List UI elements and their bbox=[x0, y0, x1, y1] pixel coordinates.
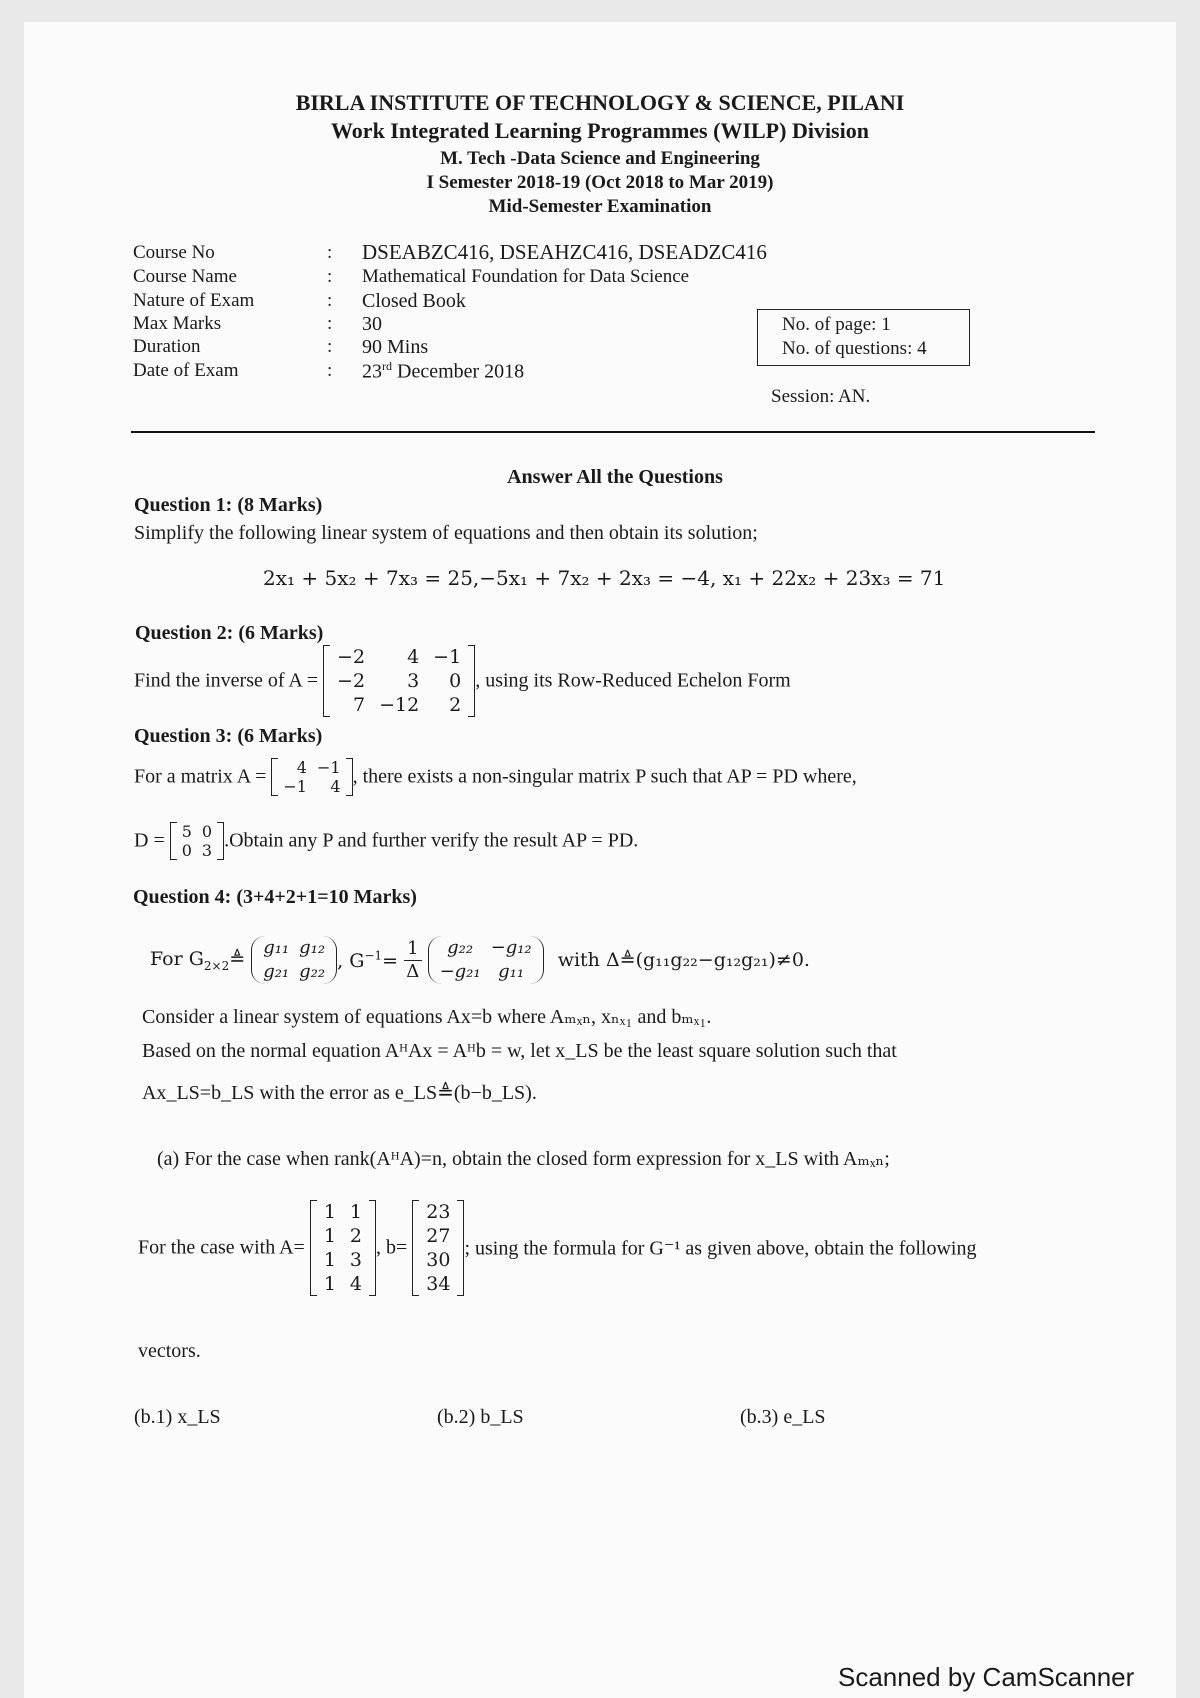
question-4-b3: (b.3) e_LS bbox=[740, 1406, 826, 1428]
course-no-label: Course No bbox=[133, 242, 215, 263]
case-matrix-a-row bbox=[317, 1248, 369, 1272]
g-inverse-fraction: $\frac{1}{\Delta}$ bbox=[404, 938, 421, 983]
q3-matrix-d-cell: 3 bbox=[201, 841, 213, 860]
case-matrix-a-row bbox=[317, 1224, 369, 1248]
q2-matrix-cell: 3 bbox=[407, 670, 420, 692]
case-suffix: ; using the formula for G⁻¹ as given above, obtain the following bbox=[464, 1237, 977, 1260]
q2-prefix: Find the inverse of A = bbox=[134, 669, 319, 692]
case-matrix-a-cell: 4 bbox=[349, 1273, 362, 1295]
question-1-equation: 2x₁ + 5x₂ + 7x₃ = 25,−5x₁ + 7x₂ + 2x₃ = −4, x₁ + 22x₂ + 23x₃ = 71 bbox=[263, 566, 946, 590]
course-no-value: DSEABZC416, DSEAHZC416, DSEADZC416 bbox=[362, 240, 767, 264]
date-rest: December 2018 bbox=[392, 360, 525, 383]
colon: : bbox=[327, 242, 333, 263]
q3-matrix-a-row bbox=[278, 758, 345, 777]
case-prefix: For the case with A= bbox=[138, 1236, 305, 1259]
colon: : bbox=[327, 313, 333, 334]
q2-matrix-row bbox=[330, 669, 468, 693]
q2-matrix-cell: 4 bbox=[407, 646, 420, 668]
institute-name: BIRLA INSTITUTE OF TECHNOLOGY & SCIENCE, PILANI bbox=[295, 90, 905, 115]
nature-value: Closed Book bbox=[362, 290, 466, 312]
case-matrix-a-cell: 1 bbox=[323, 1249, 336, 1271]
question-4-part-a: (a) For the case when rank(AᴴA)=n, obtain the closed form expression for x_LS with Aₘₓₙ; bbox=[157, 1148, 890, 1170]
duration-label: Duration bbox=[133, 336, 201, 357]
question-4-vectors: vectors. bbox=[138, 1340, 201, 1362]
max-marks-value: 30 bbox=[362, 313, 382, 335]
case-matrix-a-cell: 1 bbox=[323, 1201, 336, 1223]
case-vector-b-row bbox=[419, 1248, 457, 1272]
case-vector-b-row bbox=[419, 1200, 457, 1224]
g-inverse-matrix-row bbox=[435, 936, 537, 960]
date-suffix: rd bbox=[382, 359, 392, 373]
q3-matrix-a bbox=[271, 758, 352, 796]
question-4-line4: Ax_LS=b_LS with the error as e_LS≜(b−b_LS). bbox=[142, 1082, 537, 1104]
g-matrix bbox=[251, 936, 337, 984]
pages-box bbox=[757, 309, 970, 366]
course-name-value: Mathematical Foundation for Data Science bbox=[362, 266, 690, 287]
case-matrix-a bbox=[310, 1200, 376, 1296]
q2-matrix-row bbox=[330, 645, 468, 669]
program-name: M. Tech -Data Science and Engineering bbox=[440, 148, 760, 169]
colon: : bbox=[327, 336, 333, 357]
course-name-label: Course Name bbox=[133, 266, 237, 287]
g-matrix-cell: g₁₂ bbox=[299, 937, 326, 958]
case-vector-b bbox=[412, 1200, 464, 1296]
g-matrix-row bbox=[258, 960, 330, 984]
q2-matrix-cell: −12 bbox=[379, 694, 420, 716]
date-day: 23 bbox=[362, 360, 382, 383]
g-inverse-matrix bbox=[428, 936, 544, 984]
division-name: Work Integrated Learning Programmes (WILP) Division bbox=[331, 118, 869, 143]
case-matrix-a-row bbox=[317, 1200, 369, 1224]
g-inverse-matrix-row bbox=[435, 960, 537, 984]
case-vector-b-row bbox=[419, 1224, 457, 1248]
g-inverse-label: , $G^{-1}=$ bbox=[337, 948, 399, 972]
q3-matrix-a-cell: −1 bbox=[283, 777, 307, 796]
q3-matrix-d-row bbox=[177, 841, 217, 860]
q2-suffix: , using its Row-Reduced Echelon Form bbox=[475, 669, 791, 692]
delta-definition: with Δ≜(g₁₁g₂₂−g₁₂g₂₁)≠0. bbox=[557, 949, 810, 971]
g-inverse-matrix-cell: g₂₂ bbox=[447, 937, 474, 958]
q3-suffix: , there exists a non-singular matrix P such that AP = PD where, bbox=[352, 765, 857, 788]
case-vector-b-cell: 23 bbox=[426, 1201, 451, 1223]
q3-matrix-a-cell: 4 bbox=[330, 777, 341, 796]
case-vector-b-row bbox=[419, 1272, 457, 1296]
g-matrix-cell: g₂₁ bbox=[263, 961, 290, 982]
q3-d-suffix: .Obtain any P and further verify the result AP = PD. bbox=[224, 829, 639, 852]
question-4-line2: Consider a linear system of equations Ax=b where Aₘₓₙ, xₙₓ₁ and bₘₓ₁. bbox=[142, 1006, 712, 1028]
question-2-title: Question 2: (6 Marks) bbox=[135, 622, 324, 644]
session-info: Session: AN. bbox=[771, 386, 871, 407]
colon: : bbox=[327, 266, 333, 287]
question-3-title: Question 3: (6 Marks) bbox=[134, 725, 323, 747]
colon: : bbox=[327, 290, 333, 311]
case-matrix-a-cell: 2 bbox=[349, 1225, 362, 1247]
q3-matrix-d-row bbox=[177, 822, 217, 841]
nature-label: Nature of Exam bbox=[133, 290, 255, 311]
exam-type: Mid-Semester Examination bbox=[488, 196, 712, 217]
scanner-watermark: Scanned by CamScanner bbox=[838, 1662, 1135, 1692]
g-label: For $G_{2\times 2}≜$ bbox=[150, 947, 246, 973]
case-b-label: , b= bbox=[376, 1236, 408, 1259]
max-marks-label: Max Marks bbox=[133, 313, 222, 334]
q2-matrix-cell: −2 bbox=[337, 646, 366, 668]
g-matrix-row bbox=[258, 936, 330, 960]
pages-count: No. of page: 1 bbox=[782, 314, 891, 335]
question-4-title: Question 4: (3+4+2+1=10 Marks) bbox=[133, 886, 417, 908]
g-inverse-matrix-cell: −g₁₂ bbox=[490, 937, 532, 958]
q2-matrix-cell: −2 bbox=[337, 670, 366, 692]
duration-value: 90 Mins bbox=[362, 336, 429, 358]
q3-matrix-d bbox=[170, 822, 224, 860]
case-vector-b-cell: 27 bbox=[426, 1225, 451, 1247]
q3-matrix-a-cell: 4 bbox=[296, 758, 307, 777]
date-label: Date of Exam bbox=[133, 360, 239, 381]
question-4-case bbox=[138, 1200, 976, 1296]
question-3-line1 bbox=[134, 758, 857, 796]
question-2-body bbox=[134, 645, 791, 717]
q3-matrix-d-cell: 0 bbox=[201, 822, 213, 841]
q3-d-prefix: D = bbox=[134, 829, 165, 852]
divider bbox=[131, 431, 1095, 433]
semester-info: I Semester 2018-19 (Oct 2018 to Mar 2019) bbox=[426, 172, 774, 193]
question-4-b1: (b.1) x_LS bbox=[134, 1406, 221, 1428]
q3-matrix-a-row bbox=[278, 777, 345, 796]
q2-matrix-cell: 2 bbox=[449, 694, 462, 716]
q3-matrix-d-cell: 0 bbox=[181, 841, 192, 860]
question-4-b2: (b.2) b_LS bbox=[437, 1406, 524, 1428]
case-vector-b-cell: 34 bbox=[426, 1273, 451, 1295]
g-inverse-matrix-cell: g₁₁ bbox=[498, 961, 525, 982]
g-matrix-cell: g₁₁ bbox=[263, 937, 290, 958]
case-matrix-a-cell: 3 bbox=[349, 1249, 362, 1271]
question-1-title: Question 1: (8 Marks) bbox=[134, 494, 323, 516]
q3-matrix-a-cell: −1 bbox=[316, 758, 341, 777]
case-matrix-a-row bbox=[317, 1272, 369, 1296]
case-vector-b-cell: 30 bbox=[426, 1249, 451, 1271]
g-matrix-cell: g₂₂ bbox=[299, 961, 326, 982]
instructions: Answer All the Questions bbox=[507, 466, 723, 488]
g-inverse-matrix-cell: −g₂₁ bbox=[439, 961, 481, 982]
date-value bbox=[362, 359, 524, 384]
q2-matrix-row bbox=[330, 693, 468, 717]
question-4-g-definition bbox=[150, 936, 810, 984]
case-matrix-a-cell: 1 bbox=[323, 1273, 336, 1295]
q3-prefix: For a matrix A = bbox=[134, 765, 267, 788]
question-4-line3: Based on the normal equation AᴴAx = Aᴴb = w, let x_LS be the least square solution such that bbox=[142, 1040, 897, 1062]
case-matrix-a-cell: 1 bbox=[349, 1201, 362, 1223]
q2-matrix-cell: 0 bbox=[449, 670, 462, 692]
question-3-line2 bbox=[134, 822, 638, 860]
q2-matrix bbox=[323, 645, 475, 717]
case-matrix-a-cell: 1 bbox=[323, 1225, 336, 1247]
colon: : bbox=[327, 360, 333, 381]
question-1-text: Simplify the following linear system of equations and then obtain its solution; bbox=[134, 522, 758, 544]
q3-matrix-d-cell: 5 bbox=[181, 822, 192, 841]
q2-matrix-cell: −1 bbox=[433, 646, 462, 668]
q2-matrix-cell: 7 bbox=[352, 694, 366, 716]
questions-count: No. of questions: 4 bbox=[782, 338, 927, 359]
